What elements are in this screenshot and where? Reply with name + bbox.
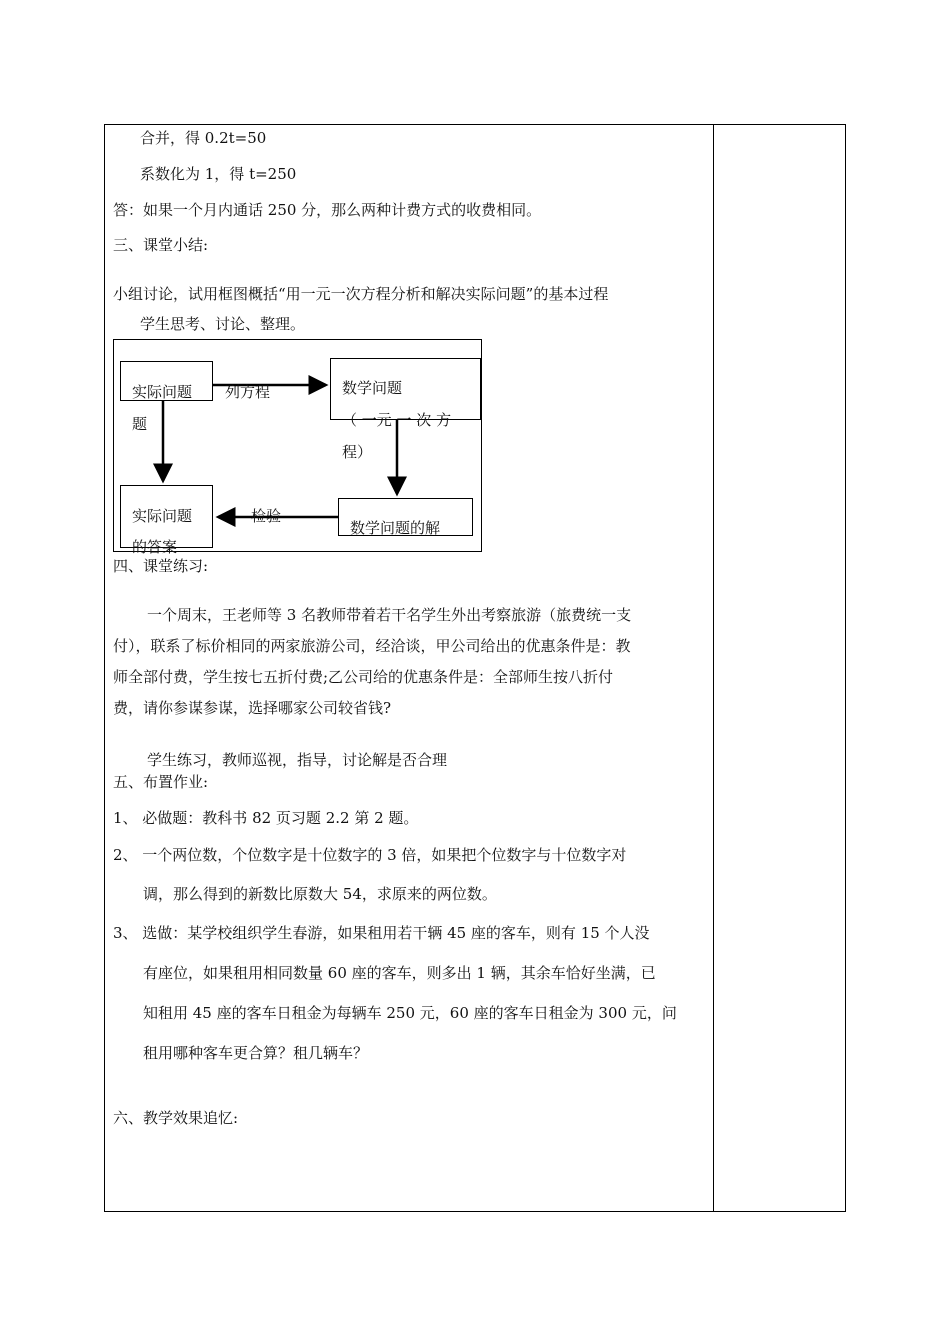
list-equation-label: 列方程 bbox=[225, 383, 271, 401]
section-3-heading: 三、课堂小结: bbox=[113, 236, 209, 254]
homework-3-line-4: 租用哪种客车更合算？租几辆车？ bbox=[143, 1044, 369, 1062]
homework-3-line-2: 有座位，如果租用相同数量 60 座的客车，则多出 1 辆，其余车恰好坐满，已 bbox=[143, 964, 656, 982]
homework-3-line-3: 知租用 45 座的客车日租金为每辆车 250 元，60 座的客车日租金为 300 元，问 bbox=[143, 1004, 677, 1022]
math-problem-sub2: 程） bbox=[342, 443, 373, 461]
answer-line: 答：如果一个月内通话 250 分，那么两种计费方式的收费相同。 bbox=[113, 201, 542, 219]
practice-line-2: 付），联系了标价相同的两家旅游公司，经洽谈，甲公司给出的优惠条件是：教 bbox=[113, 637, 631, 655]
practice-line-3: 师全部付费，学生按七五折付费;乙公司给的优惠条件是：全部师生按八折付 bbox=[113, 668, 614, 686]
real-answer-tail: 的答案 bbox=[132, 538, 178, 556]
group-discussion-line: 小组讨论，试用框图概括“用一元一次方程分析和解决实际问题”的基本过程 bbox=[113, 285, 609, 303]
coefficient-line: 系数化为 1，得 t=250 bbox=[140, 165, 297, 183]
verify-label: 检验 bbox=[251, 507, 282, 525]
merge-line: 合并，得 0.2t=50 bbox=[140, 129, 267, 147]
homework-1: 1、 必做题：教科书 82 页习题 2.2 第 2 题。 bbox=[113, 809, 419, 827]
real-problem-tail: 题 bbox=[132, 415, 148, 433]
section-6-heading: 六、教学效果追忆: bbox=[113, 1109, 239, 1127]
real-problem-label: 实际问题 bbox=[132, 383, 193, 401]
table-column-divider bbox=[713, 124, 714, 1212]
homework-3-line-1: 3、 选做：某学校组织学生春游，如果租用若干辆 45 座的客车，则有 15 个人没 bbox=[113, 924, 650, 942]
math-problem-sub1: （ 一元 一 次 方 bbox=[342, 411, 452, 429]
section-4-heading: 四、课堂练习: bbox=[113, 557, 209, 575]
real-answer-label: 实际问题 bbox=[132, 507, 193, 525]
homework-2-line-1: 2、 一个两位数，个位数字是十位数字的 3 倍，如果把个位数字与十位数字对 bbox=[113, 846, 627, 864]
practice-line-1: 一个周末，王老师等 3 名教师带着若干名学生外出考察旅游（旅费统一支 bbox=[147, 606, 632, 624]
math-solution-label: 数学问题的解 bbox=[350, 519, 441, 537]
student-think-line: 学生思考、讨论、整理。 bbox=[140, 315, 306, 333]
homework-2-line-2: 调，那么得到的新数比原数大 54，求原来的两位数。 bbox=[143, 885, 497, 903]
practice-line-4: 费，请你参谋参谋，选择哪家公司较省钱? bbox=[113, 699, 392, 717]
student-practice-line: 学生练习，教师巡视，指导，讨论解是否合理 bbox=[147, 751, 448, 769]
math-problem-label: 数学问题 bbox=[342, 379, 403, 397]
section-5-heading: 五、布置作业: bbox=[113, 773, 209, 791]
